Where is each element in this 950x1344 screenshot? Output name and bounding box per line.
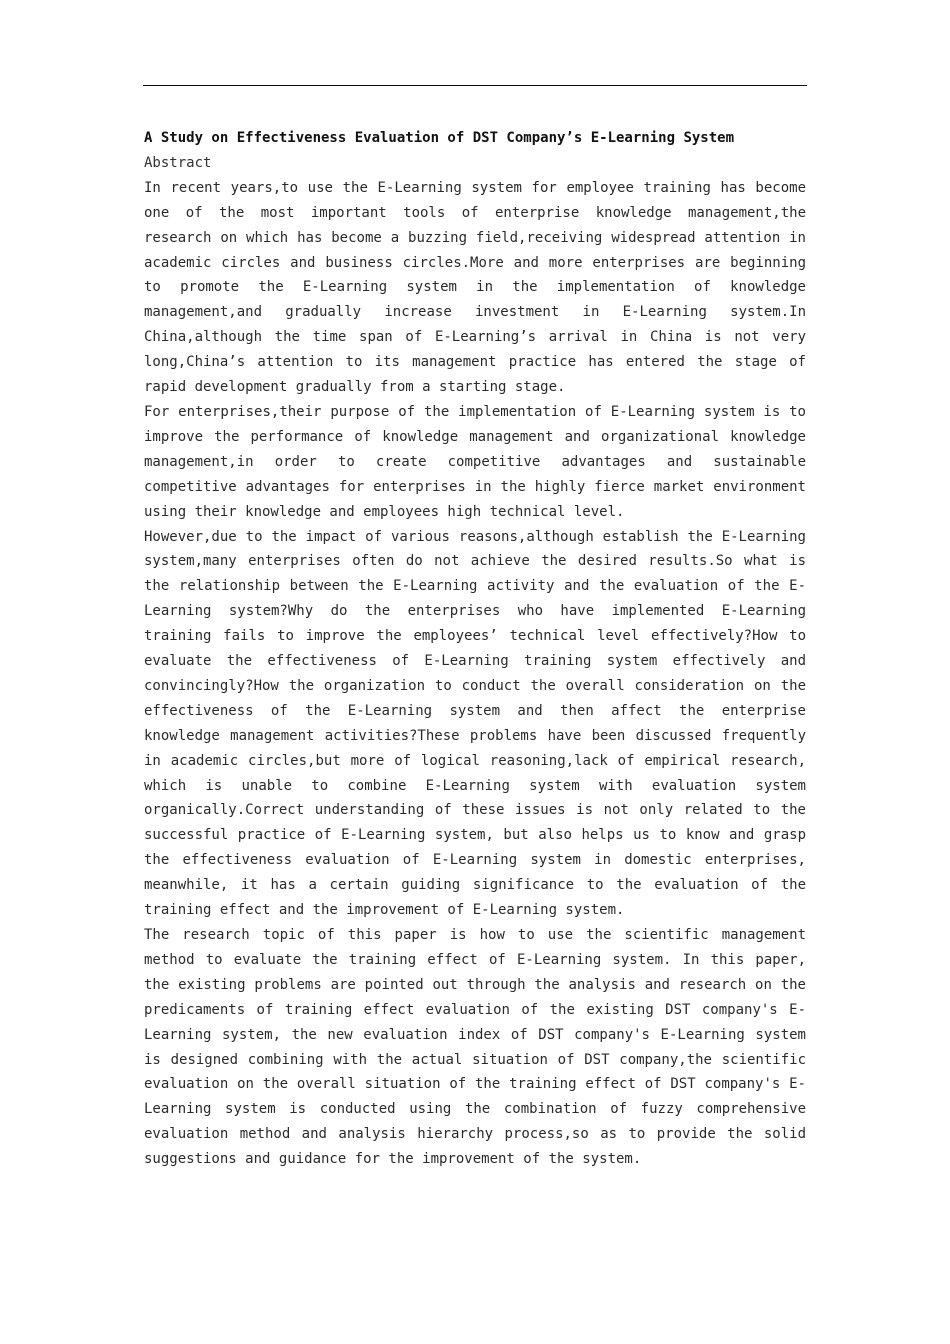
document-title: A Study on Effectiveness Evaluation of DST Company’s E-Learning System <box>144 130 735 146</box>
abstract-paragraph-2: For enterprises,their purpose of the implementation of E-Learning system is to improve the performance of knowledge management and organizational knowledge management,in order to create competitive advantages and sustainable competitive advantages for enterprises in the highly fierce market environment using their knowledge and employees high technical level. <box>144 403 806 520</box>
abstract-paragraph-1: In recent years,to use the E-Learning system for employee training has become one of the most important tools of enterprise knowledge management,the research on which has become a buzzing field,receiving widespread attention in academic circles and business circles.More and more enterprises are beginning to promote the E-Learning system in the implementation of knowledge management,and gradually increase investment in E-Learning system.In China,although the time span of E-Learning’s arrival in China is not very long,China’s attention to its management practice has entered the stage of rapid development gradually from a starting stage. <box>144 179 806 396</box>
header-rule <box>143 85 807 86</box>
abstract-paragraph-4: The research topic of this paper is how to use the scientific management method to evaluate the training effect of E-Learning system. In this paper, the existing problems are pointed out through the analysis and research on the predicaments of training effect evaluation of the existing DST company's E-Learning system, the new evaluation index of DST company's E-Learning system is designed combining with the actual situation of DST company,the scientific evaluation on the overall situation of the training effect of DST company's E-Learning system is conducted using the combination of fuzzy comprehensive evaluation method and analysis hierarchy process,so as to provide the solid suggestions and guidance for the improvement of the system. <box>144 927 806 1168</box>
abstract-heading: Abstract <box>144 154 212 171</box>
document-body <box>144 126 806 1172</box>
abstract-paragraph-3: However,due to the impact of various reasons,although establish the E-Learning system,many enterprises often do not achieve the desired results.So what is the relationship between the E-Learning activity and the evaluation of the E-Learning system?Why do the enterprises who have implemented E-Learning training fails to improve the employees’ technical level effectively?How to evaluate the effectiveness of E-Learning training system effectively and convincingly?How the organization to conduct the overall consideration on the effectiveness of the E-Learning system and then affect the enterprise knowledge management activities?These problems have been discussed frequently in academic circles,but more of logical reasoning,lack of empirical research, which is unable to combine E-Learning system with evaluation system organically.Correct understanding of these issues is not only related to the successful practice of E-Learning system, but also helps us to know and grasp the effectiveness evaluation of E-Learning system in domestic enterprises, meanwhile, it has a certain guiding significance to the evaluation of the training effect and the improvement of E-Learning system. <box>144 528 806 919</box>
